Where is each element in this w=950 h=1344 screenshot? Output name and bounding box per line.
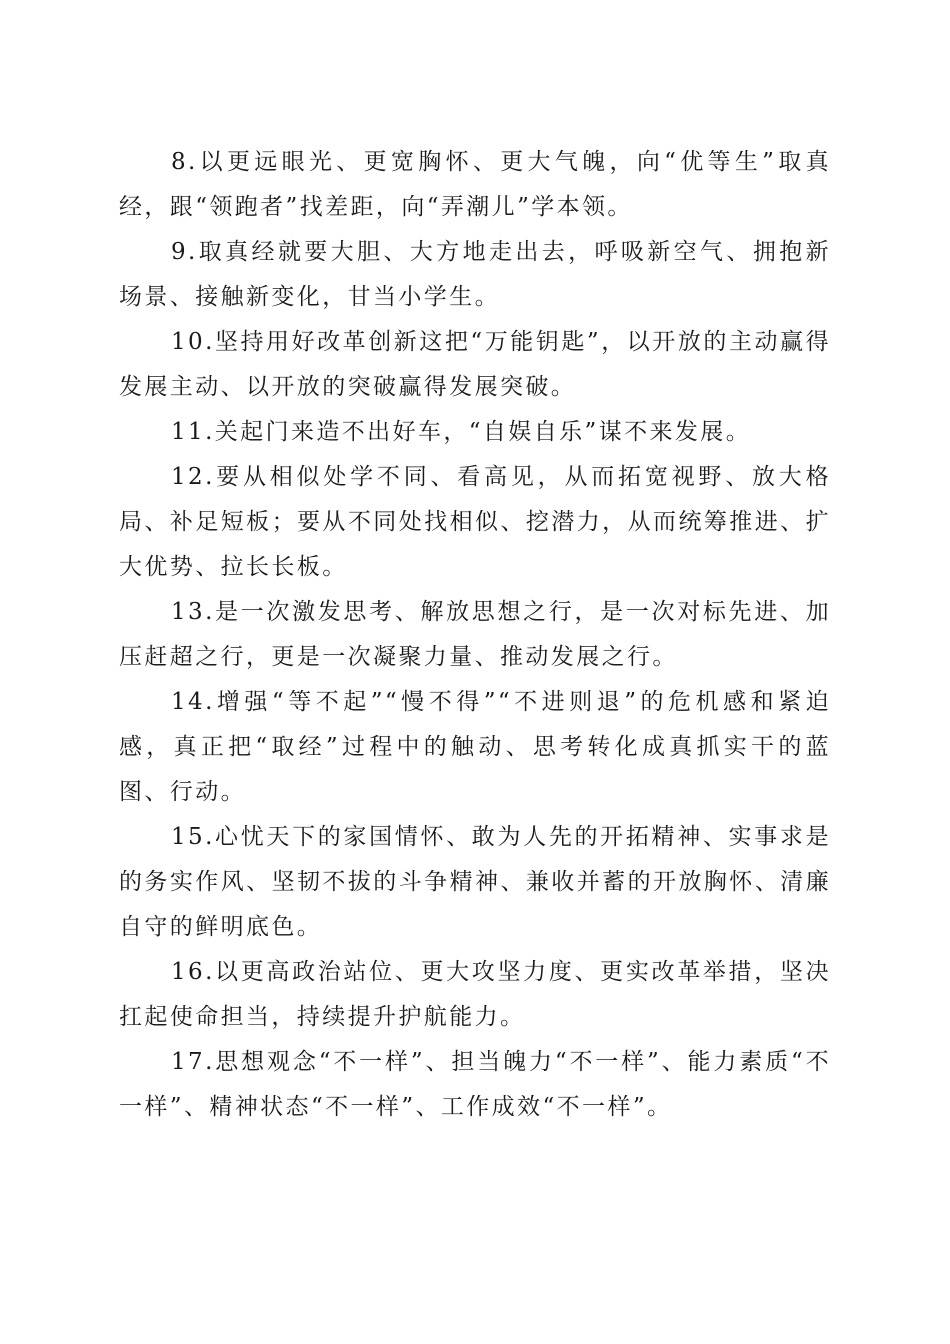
paragraph-11: 11.关起门来造不出好车，“自娱自乐”谋不来发展。 [171,419,752,445]
paragraph-8: 8.以更远眼光、更宽胸怀、更大气魄，向“优等生”取真经，跟“领跑者”找差距，向“弄潮儿”学本领。 [119,149,831,220]
document-body [119,140,831,1130]
paragraph-10: 10.坚持用好改革创新这把“万能钥匙”，以开放的主动赢得发展主动、以开放的突破赢得发展突破。 [119,329,831,400]
paragraph-15: 15.心忧天下的家国情怀、敢为人先的开拓精神、实事求是的务实作风、坚韧不拔的斗争精神、兼收并蓄的开放胸怀、清廉自守的鲜明底色。 [119,824,831,940]
paragraph-13: 13.是一次激发思考、解放思想之行，是一次对标先进、加压赶超之行，更是一次凝聚力量、推动发展之行。 [119,599,831,670]
paragraph-9: 9.取真经就要大胆、大方地走出去，呼吸新空气、拥抱新场景、接触新变化，甘当小学生。 [119,239,831,310]
paragraph-14: 14.增强“等不起”“慢不得”“不进则退”的危机感和紧迫感，真正把“取经”过程中的触动、思考转化成真抓实干的蓝图、行动。 [119,689,831,805]
paragraph-17: 17.思想观念“不一样”、担当魄力“不一样”、能力素质“不一样”、精神状态“不一样”、工作成效“不一样”。 [119,1049,831,1120]
paragraph-12: 12.要从相似处学不同、看高见，从而拓宽视野、放大格局、补足短板；要从不同处找相似、挖潜力，从而统筹推进、扩大优势、拉长长板。 [119,464,831,580]
paragraph-16: 16.以更高政治站位、更大攻坚力度、更实改革举措，坚决扛起使命担当，持续提升护航能力。 [119,959,831,1030]
